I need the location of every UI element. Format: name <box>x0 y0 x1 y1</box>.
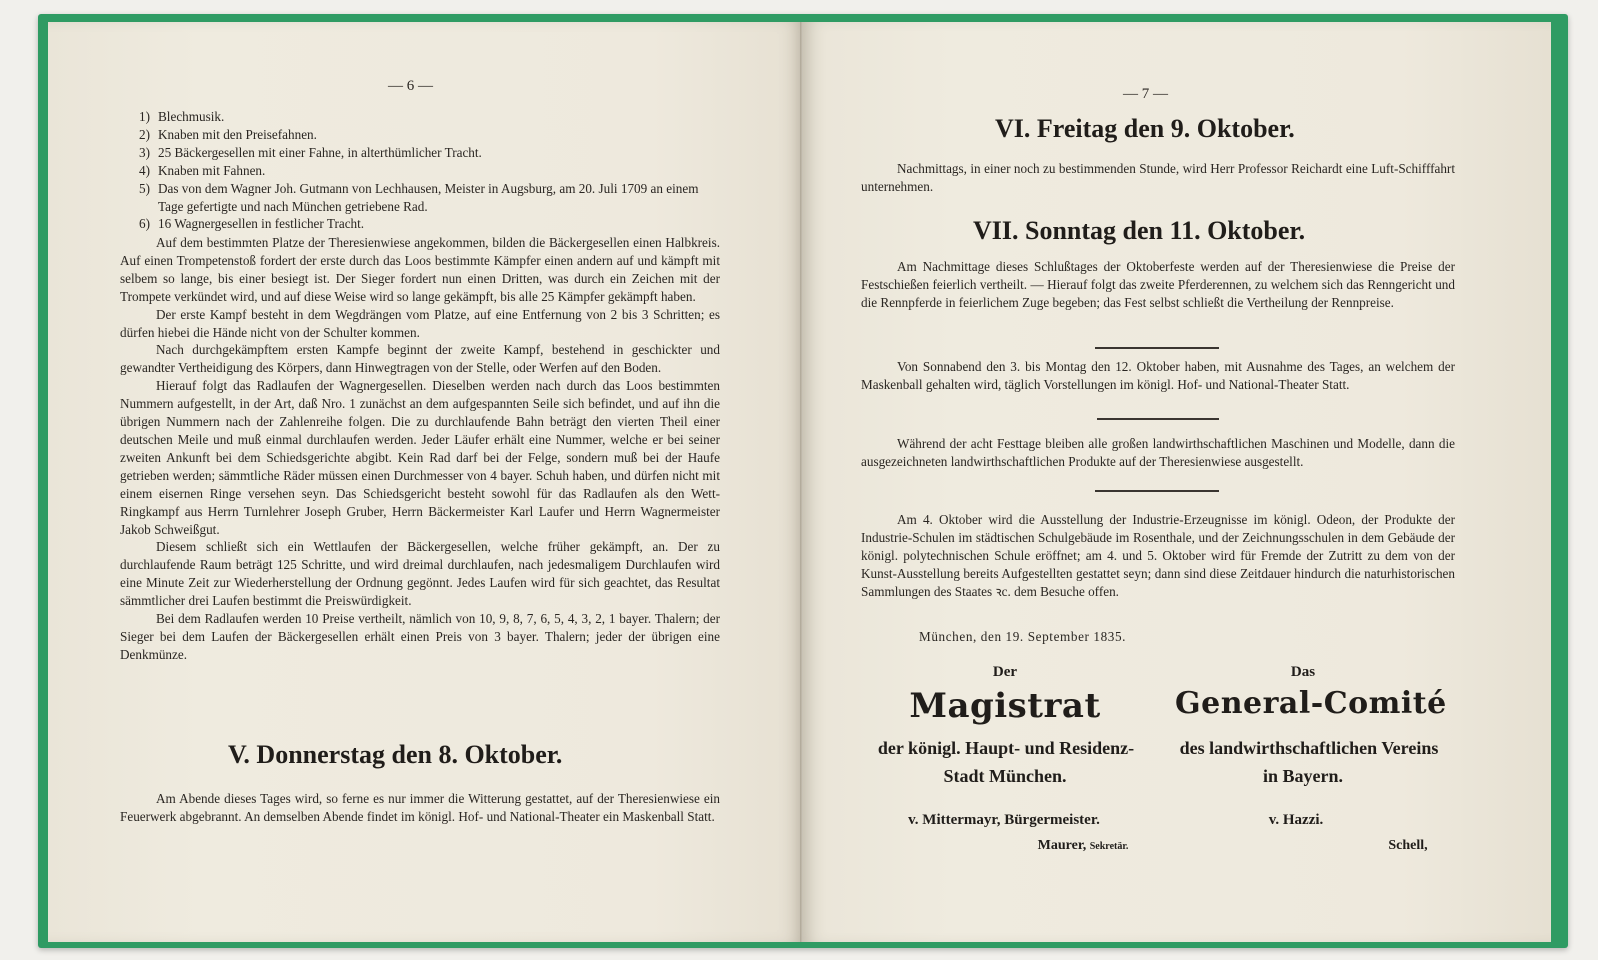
sig-right-article: Das <box>1290 664 1316 680</box>
list-text: Das von dem Wagner Joh. Gutmann von Lechhausen, Meister in Augsburg, am 20. Juli 1709 an einem Tage gefertigte und nach München getriebene Rad. <box>158 180 699 214</box>
sig-left-line1: der königl. Haupt- und Residenz- <box>877 738 1135 758</box>
list-number: 4) <box>139 162 150 178</box>
page-number-7: — 7 — <box>1123 86 1168 102</box>
list-text: 16 Wagnergesellen in festlicher Tracht. <box>158 216 365 232</box>
paragraph-erster-kampf: Der erste Kampf besteht in dem Wegdrängen vom Platze, auf eine Entfernung von 2 bis 3 Schritten; es dürfen hiebei die Hände nicht von der Schulter kommen. <box>120 306 720 340</box>
paragraph-halbkreis: Auf dem bestimmten Platze der Theresienwiese angekommen, bilden die Bäckergesellen einen Halbkreis. Auf einen Trompetenstoß fordert der erste durch das Loos bestimmte Kämpfer einen andern auf und kämpft mit selbem so lange, bis einer besiegt ist. Der Sieger fordert nun einen Dritten, was durch ein Zeichen mit der Trompete verkündet wird, und auf diese Weise wird so lange gekämpft, bis alle 25 Kämpfer gekämpft haben. <box>120 235 720 304</box>
page-6 <box>48 22 803 942</box>
paragraph-pferderennen: Am Nachmittage dieses Schlußtages der Oktoberfeste werden auf der Theresienwiese die Preise der Festschießen feierlich vertheilt. — Hierauf folgt das zweite Pferderennen, zu welchem sich das Renngericht und die Rennpferde in feierlichem Zuge begeben; das Fest selbst schließt die Vertheilung der Rennpreise. <box>861 259 1455 310</box>
left-body <box>120 234 720 664</box>
sig-right-line2: in Bayern. <box>1262 766 1343 786</box>
paragraph-luftschifffahrt-container <box>861 160 1455 196</box>
list-number: 2) <box>139 126 150 142</box>
page-number-6: — 6 — <box>388 78 433 94</box>
list-number: 1) <box>139 109 150 124</box>
sig-left-line2: Stadt München. <box>943 766 1067 786</box>
sig-right-secretary: Schell, <box>1388 838 1428 853</box>
sig-right-line1: des landwirthschaftlichen Vereins <box>1179 738 1439 758</box>
procession-list <box>120 108 720 233</box>
divider-rule <box>1095 347 1219 349</box>
paragraph-maschinen-container <box>861 435 1455 471</box>
list-item <box>120 162 720 180</box>
paragraph-ausstellung-container <box>861 511 1455 601</box>
list-number: 6) <box>139 216 150 232</box>
divider-rule <box>1097 418 1219 420</box>
paragraph-luftschifffahrt: Nachmittags, in einer noch zu bestimmenden Stunde, wird Herr Professor Reichardt eine Luft-Schifffahrt unternehmen. <box>861 161 1455 194</box>
sig-left-title: Magistrat <box>909 686 1101 726</box>
list-item <box>120 144 720 162</box>
list-item <box>120 215 720 233</box>
paragraph-wettlaufen: Diesem schließt sich ein Wettlaufen der Bäckergesellen, welche früher gekämpft, an. Der zu durchlaufende Raum beträgt 125 Schritte, und wird dreimal durchlaufen, nach jedesmaligem Durchlaufen wird eine Minute Zeit zur Wiederherstellung der Ordnung gegönnt. Jedes Laufen wird für sich geachtet, das Resultat sämmtlicher drei Laufen bestimmt die Preiswürdigkeit. <box>120 539 720 609</box>
heading-freitag: VI. Freitag den 9. Oktober. <box>995 114 1295 143</box>
list-text: Knaben mit Fahnen. <box>158 162 266 178</box>
heading-sonntag: VII. Sonntag den 11. Oktober. <box>973 216 1306 245</box>
list-text: 25 Bäckergesellen mit einer Fahne, in alterthümlicher Tracht. <box>158 144 482 160</box>
sig-left-article: Der <box>992 664 1018 680</box>
sig-left-secretary <box>1013 838 1153 854</box>
list-item <box>120 180 720 216</box>
paragraph-feuerwerk-container <box>120 790 720 826</box>
list-number: 5) <box>139 180 150 196</box>
page-7 <box>803 22 1551 942</box>
paragraph-radlaufen: Hierauf folgt das Radlaufen der Wagnergesellen. Dieselben werden nach durch das Loos bestimmten Nummern aufgestellt, in der Art, daß Nro. 1 zunächst an dem aufgespannten Seile sich befindet, und auf ihn die übrigen Nummern nach der Zahlenreihe folgen. Die zu durchlaufende Bahn beträgt den vierten Theil einer deutschen Meile und muß einmal durchlaufen werden. Jeder Läufer erhält eine Nummer, welche er bei seiner zweiten Ankunft bei dem Schiedsgerichte abgibt. Kein Rad darf bei der Felge, sondern muß bei der Haufe getrieben werden; sämmtliche Räder müssen einen Durchmesser von 4 bayer. Schuh haben, und dürfen nicht mit einem eisernen Ringe versehen seyn. Das Schiedsgericht besteht sowohl für das Radlaufen als den Wett-Ringkampf aus Herrn Turnlehrer Joseph Gruber, Herrn Bäckermeister Karl Laufer und Herrn Wagnermeister Jakob Schweißgut. <box>120 378 720 537</box>
paragraph-theater-container <box>861 358 1455 394</box>
heading-donnerstag: V. Donnerstag den 8. Oktober. <box>228 740 563 769</box>
list-number: 3) <box>139 144 150 160</box>
paragraph-pferderennen-container <box>861 258 1455 312</box>
paragraph-feuerwerk: Am Abende dieses Tages wird, so ferne es nur immer die Witterung gestattet, auf der Theresienwiese ein Feuerwerk abgebrannt. An demselben Abende findet im königl. Hof- und National-Theater ein Maskenball Statt. <box>120 791 720 824</box>
list-item <box>120 126 720 144</box>
date-line: München, den 19. September 1835. <box>919 629 1127 644</box>
sig-left-name: v. Mittermayr, Bürgermeister. <box>908 812 1100 828</box>
sig-right-name: v. Hazzi. <box>1268 812 1324 828</box>
paragraph-maschinen: Während der acht Festtage bleiben alle großen landwirthschaftlichen Maschinen und Modelle, dann die ausgezeichneten landwirthschaftlichen Produkte auf der Theresienwiese ausgestellt. <box>861 436 1455 469</box>
divider-rule <box>1095 490 1219 492</box>
list-text: Knaben mit den Preisefahnen. <box>158 126 317 142</box>
paragraph-theater: Von Sonnabend den 3. bis Montag den 12. Oktober haben, mit Ausnahme des Tages, an welchem der Maskenball gehalten wird, täglich Vorstellungen im königl. Hof- und National-Theater Statt. <box>861 359 1455 392</box>
sig-right-title: General-Comité <box>1175 686 1447 721</box>
paragraph-ausstellung: Am 4. Oktober wird die Ausstellung der Industrie-Erzeugnisse im königl. Odeon, der Produkte der Industrie-Schulen im städtischen Schulgebäude im Rosenthale, und der Zeichnungsschulen in dem Gebäude der königl. polytechnischen Schule eröffnet; am 4. und 5. Oktober wird für Fremde der Zutritt zu dem von der Kunst-Ausstellung bereits Aufgestellten gestattet seyn; dann sind diese Zeitdauer hindurch die naturhistorischen Sammlungen des Staates ꝛc. dem Besuche offen. <box>861 512 1455 599</box>
list-item <box>120 108 720 126</box>
sig-left-secretary-title: Sekretär. <box>1089 841 1129 852</box>
paragraph-zweiter-kampf: Nach durchgekämpftem ersten Kampfe beginnt der zweite Kampf, bestehend in geschickter und gewandter Vertheidigung des Körpers, dann Hinwegtragen von der Stelle, oder Werfen auf den Boden. <box>120 342 720 376</box>
paragraph-preise: Bei dem Radlaufen werden 10 Preise vertheilt, nämlich von 10, 9, 8, 7, 6, 5, 4, 3, 2, 1 bayer. Thalern; der Sieger bei dem Laufen der Bäckergesellen erhält einen Preis von 3 bayer. Thalern; jeder der übrigen eine Denkmünze. <box>120 611 720 662</box>
sig-left-secretary-name: Maurer, <box>1037 838 1087 853</box>
list-text: Blechmusik. <box>158 109 225 124</box>
